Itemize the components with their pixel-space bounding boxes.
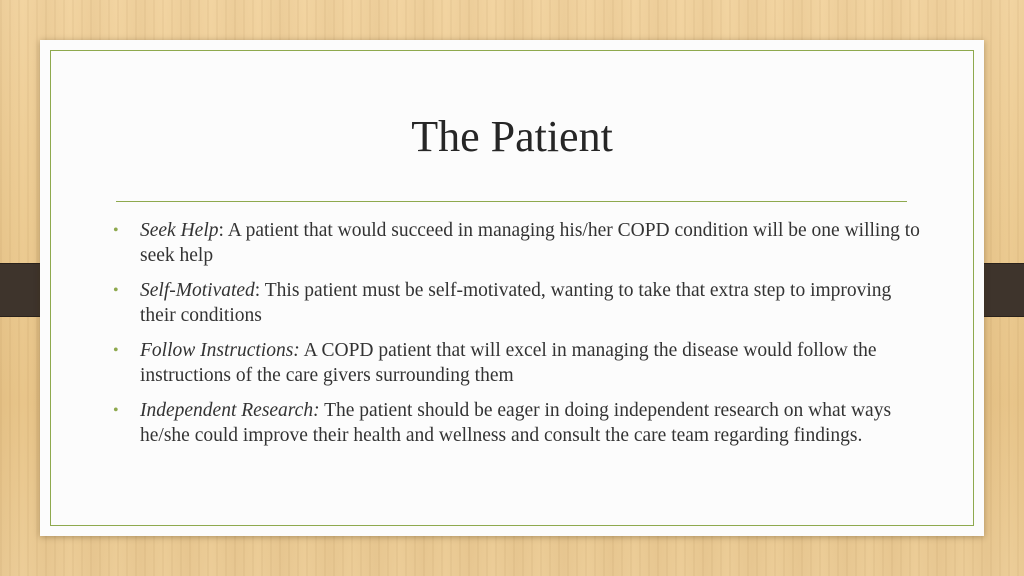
bullet-text: A patient that would succeed in managing his/her COPD condition will be one willing to seek help: [140, 220, 920, 266]
bullet-item: [113, 218, 920, 268]
bullet-dot-icon: •: [113, 282, 119, 299]
bullet-term: Follow Instructions:: [140, 340, 300, 361]
bullet-term: Self-Motivated: [140, 280, 255, 301]
bullet-dot-icon: •: [113, 222, 119, 239]
bullet-dot-icon: •: [113, 402, 119, 419]
bullet-item: [113, 338, 920, 388]
bullet-list: [113, 218, 920, 458]
bullet-term: Independent Research:: [140, 400, 320, 421]
bullet-dot-icon: •: [113, 342, 119, 359]
bullet-text: The patient should be eager in doing independent research on what ways he/she could improve their health and wellness and consult the care team regarding findings.: [140, 400, 892, 446]
slide-title: The Patient: [411, 112, 613, 161]
bullet-separator: :: [254, 280, 261, 301]
bullet-separator: :: [218, 220, 224, 241]
bullet-text: This patient must be self-motivated, wanting to take that extra step to improving their conditions: [140, 280, 892, 326]
bullet-term: Seek Help: [140, 220, 219, 241]
bullet-text: A COPD patient that will excel in managing the disease would follow the instructions of the care givers surrounding them: [140, 340, 877, 386]
bullet-item: [113, 398, 920, 448]
slide-card: [40, 40, 984, 536]
bullet-item: [113, 278, 920, 328]
title-divider: [116, 201, 907, 202]
